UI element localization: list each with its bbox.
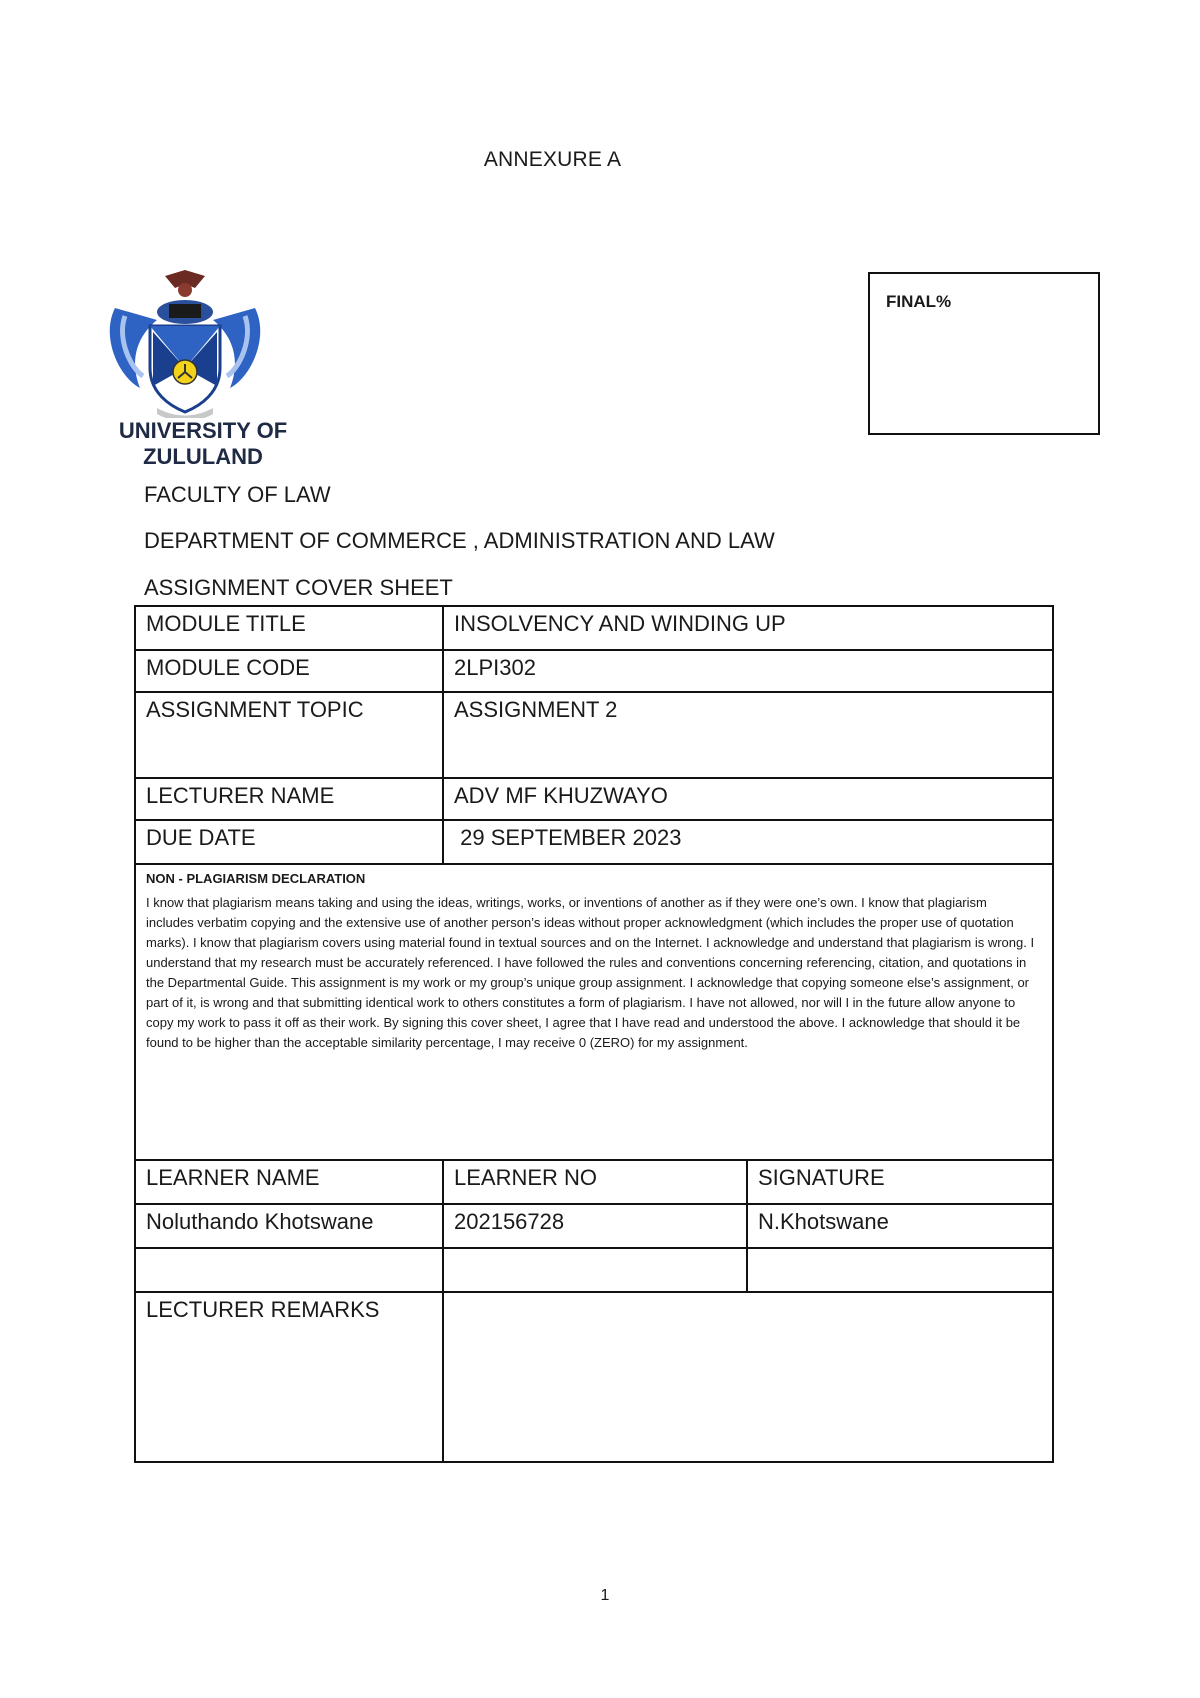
- table-row: [135, 864, 1053, 1160]
- final-percent-label: FINAL%: [886, 292, 952, 311]
- signature-label: SIGNATURE: [747, 1160, 1053, 1204]
- lecturer-name-value: ADV MF KHUZWAYO: [443, 778, 1053, 820]
- table-row: [135, 778, 1053, 820]
- signature-value: N.Khotswane: [747, 1204, 1053, 1248]
- table-row: [135, 820, 1053, 864]
- table-row: [135, 1160, 1053, 1204]
- cover-sheet-heading: ASSIGNMENT COVER SHEET: [144, 575, 453, 600]
- university-name: [98, 418, 308, 470]
- empty-cell: [135, 1248, 443, 1292]
- learner-name-value: Noluthando Khotswane: [135, 1204, 443, 1248]
- table-row: [135, 1204, 1053, 1248]
- table-row: [135, 606, 1053, 650]
- assignment-topic-value: ASSIGNMENT 2: [443, 692, 1053, 778]
- module-title-label: MODULE TITLE: [135, 606, 443, 650]
- due-date-label: DUE DATE: [135, 820, 443, 864]
- declaration-text: I know that plagiarism means taking and using the ideas, writings, works, or inventions of another as if they were one’s own. I know that plagiarism includes verbatim copying and the extensive use of another person’s ideas without proper acknowledgment (which includes the proper use of quotation marks). I know that plagiarism covers using material found in textual sources and on the Internet. I acknowledge and understand that plagiarism is wrong. I understand that my research must be accurately referenced. I have followed the rules and conventions concerning referencing, citation, and quotations in the Departmental Guide. This assignment is my work or my group’s unique group assignment. I acknowledge that copying someone else’s assignment, or part of it, is wrong and that submitting identical work to others constitutes a form of plagiarism. I have not allowed, nor will I in the future allow anyone to copy my work to pass it off as their work. By signing this cover sheet, I agree that I have read and understood the above. I acknowledge that should it be found to be higher than the acceptable similarity percentage, I may receive 0 (ZERO) for my assignment.: [146, 895, 1035, 1050]
- department-heading: DEPARTMENT OF COMMERCE , ADMINISTRATION AND LAW: [144, 528, 775, 553]
- university-name-line2: ZULULAND: [143, 444, 263, 469]
- module-title-value: INSOLVENCY AND WINDING UP: [443, 606, 1053, 650]
- table-row: [135, 1248, 1053, 1292]
- empty-cell: [747, 1248, 1053, 1292]
- assignment-topic-label: ASSIGNMENT TOPIC: [135, 692, 443, 778]
- module-code-value: 2LPI302: [443, 650, 1053, 692]
- page-number: 1: [600, 1587, 610, 1604]
- lecturer-remarks-label: LECTURER REMARKS: [135, 1292, 443, 1462]
- cover-sheet-table: [134, 605, 1054, 1463]
- learner-no-value: 202156728: [443, 1204, 747, 1248]
- table-row: [135, 650, 1053, 692]
- empty-cell: [443, 1248, 747, 1292]
- due-date-value: 29 SEPTEMBER 2023: [443, 820, 1053, 864]
- lecturer-name-label: LECTURER NAME: [135, 778, 443, 820]
- university-name-line1: UNIVERSITY OF: [118, 418, 288, 443]
- module-code-label: MODULE CODE: [135, 650, 443, 692]
- lecturer-remarks-value: [443, 1292, 1053, 1462]
- learner-no-label: LEARNER NO: [443, 1160, 747, 1204]
- declaration-cell: [135, 864, 1053, 1160]
- declaration-title: NON - PLAGIARISM DECLARATION: [146, 871, 366, 886]
- final-percent-box: [868, 272, 1100, 435]
- annexure-heading: ANNEXURE A: [483, 148, 622, 171]
- learner-name-label: LEARNER NAME: [135, 1160, 443, 1204]
- table-row: [135, 692, 1053, 778]
- faculty-heading: FACULTY OF LAW: [144, 482, 331, 507]
- table-row: [135, 1292, 1053, 1462]
